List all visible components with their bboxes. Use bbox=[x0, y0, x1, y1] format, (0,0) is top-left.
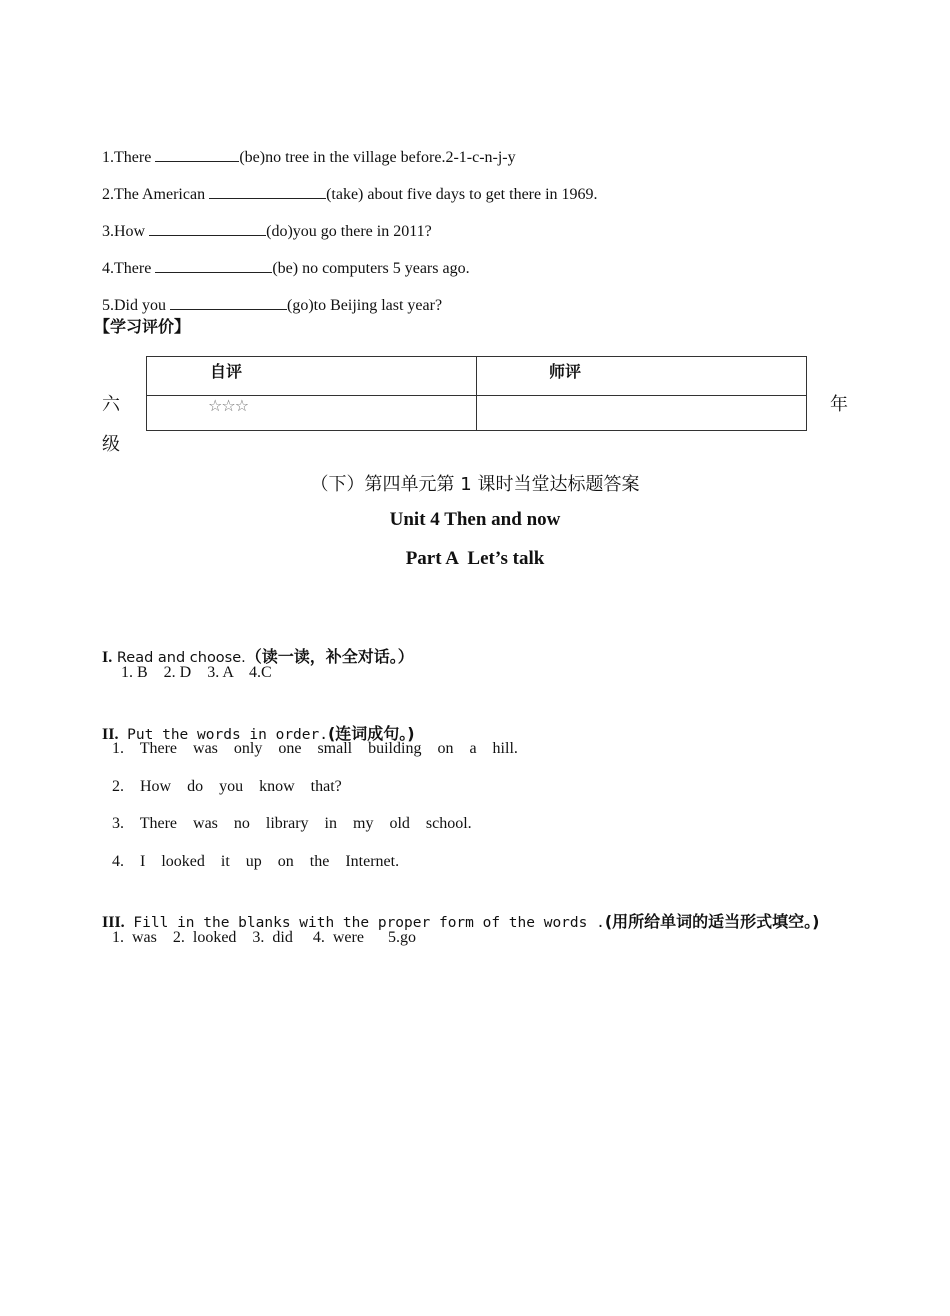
section-3-number: III. bbox=[102, 914, 125, 931]
answer-blank-5[interactable] bbox=[170, 295, 287, 310]
answer-subtitle: （下）第四单元第 1 课时当堂达标题答案 bbox=[310, 474, 640, 495]
section-2-number: II. bbox=[102, 726, 119, 743]
answer-blank-3[interactable] bbox=[149, 221, 266, 236]
exercise-item-5-pre: 5.Did you bbox=[102, 297, 170, 314]
exercise-item-3 bbox=[94, 203, 432, 241]
answer-blank-1[interactable] bbox=[155, 147, 239, 162]
section-3-title-en: Fill in the blanks with the proper form of the words . bbox=[124, 915, 605, 931]
section-1-title-en: Read and choose. bbox=[112, 650, 246, 666]
answer-blank-4[interactable] bbox=[155, 258, 272, 273]
unit-title: Unit 4 Then and now bbox=[389, 509, 561, 530]
grade-char-left-bottom: 级 bbox=[102, 434, 120, 455]
exercise-item-2-post: (take) about five days to get there in 1969. bbox=[326, 186, 598, 203]
exercise-item-4-pre: 4.There bbox=[102, 260, 156, 277]
section-1-answers: 1. B 2. D 3. A 4.C bbox=[121, 664, 272, 681]
exercise-item-2 bbox=[94, 166, 598, 204]
section-2-heading bbox=[94, 703, 415, 744]
exercise-item-5-post: (go)to Beijing last year? bbox=[287, 297, 443, 314]
teacher-eval-cell[interactable] bbox=[477, 396, 807, 431]
grade-char-left-top: 六 bbox=[102, 394, 120, 415]
section-3-answers: 1. was 2. looked 3. did 4. were 5.go bbox=[112, 929, 416, 946]
section-1-heading bbox=[94, 626, 414, 667]
section-2-answer-3: 3. There was no library in my old school. bbox=[112, 815, 472, 832]
section-1-number: I. bbox=[102, 649, 113, 666]
section-2-answer-2: 2. How do you know that? bbox=[112, 778, 342, 795]
exercise-item-4-post: (be) no computers 5 years ago. bbox=[272, 260, 470, 277]
answer-blank-2[interactable] bbox=[209, 184, 326, 199]
teacher-eval-header: 师评 bbox=[549, 362, 582, 381]
part-title: Part A Let’s talk bbox=[405, 548, 545, 569]
section-2-answer-1: 1. There was only one small building on a hill. bbox=[112, 740, 518, 757]
section-3-heading bbox=[94, 891, 819, 932]
self-eval-stars[interactable]: ☆☆☆ bbox=[208, 396, 249, 415]
grade-char-right: 年 bbox=[830, 394, 848, 415]
exercise-item-3-pre: 3.How bbox=[102, 223, 150, 240]
exercise-item-3-post: (do)you go there in 2011? bbox=[266, 223, 432, 240]
exercise-item-4 bbox=[94, 240, 470, 278]
evaluation-table bbox=[146, 356, 807, 431]
section-2-title-en: Put the words in order. bbox=[118, 727, 328, 743]
section-3-title-cn: (用所给单词的适当形式填空。) bbox=[604, 912, 820, 931]
self-eval-header: 自评 bbox=[210, 362, 243, 381]
exercise-item-1-post: (be)no tree in the village before.2-1-c-n-j-y bbox=[239, 149, 516, 166]
section-2-title-cn: (连词成句。) bbox=[327, 724, 415, 743]
evaluation-title: 【学习评价】 bbox=[94, 317, 191, 336]
section-1-title-cn: （读一读，补全对话。） bbox=[245, 647, 414, 666]
section-2-answer-4: 4. I looked it up on the Internet. bbox=[112, 853, 400, 870]
exercise-item-1-pre: 1.There bbox=[102, 149, 156, 166]
exercise-item-1 bbox=[94, 129, 516, 167]
exercise-item-2-pre: 2.The American bbox=[102, 186, 210, 203]
exercise-item-5 bbox=[94, 277, 442, 315]
